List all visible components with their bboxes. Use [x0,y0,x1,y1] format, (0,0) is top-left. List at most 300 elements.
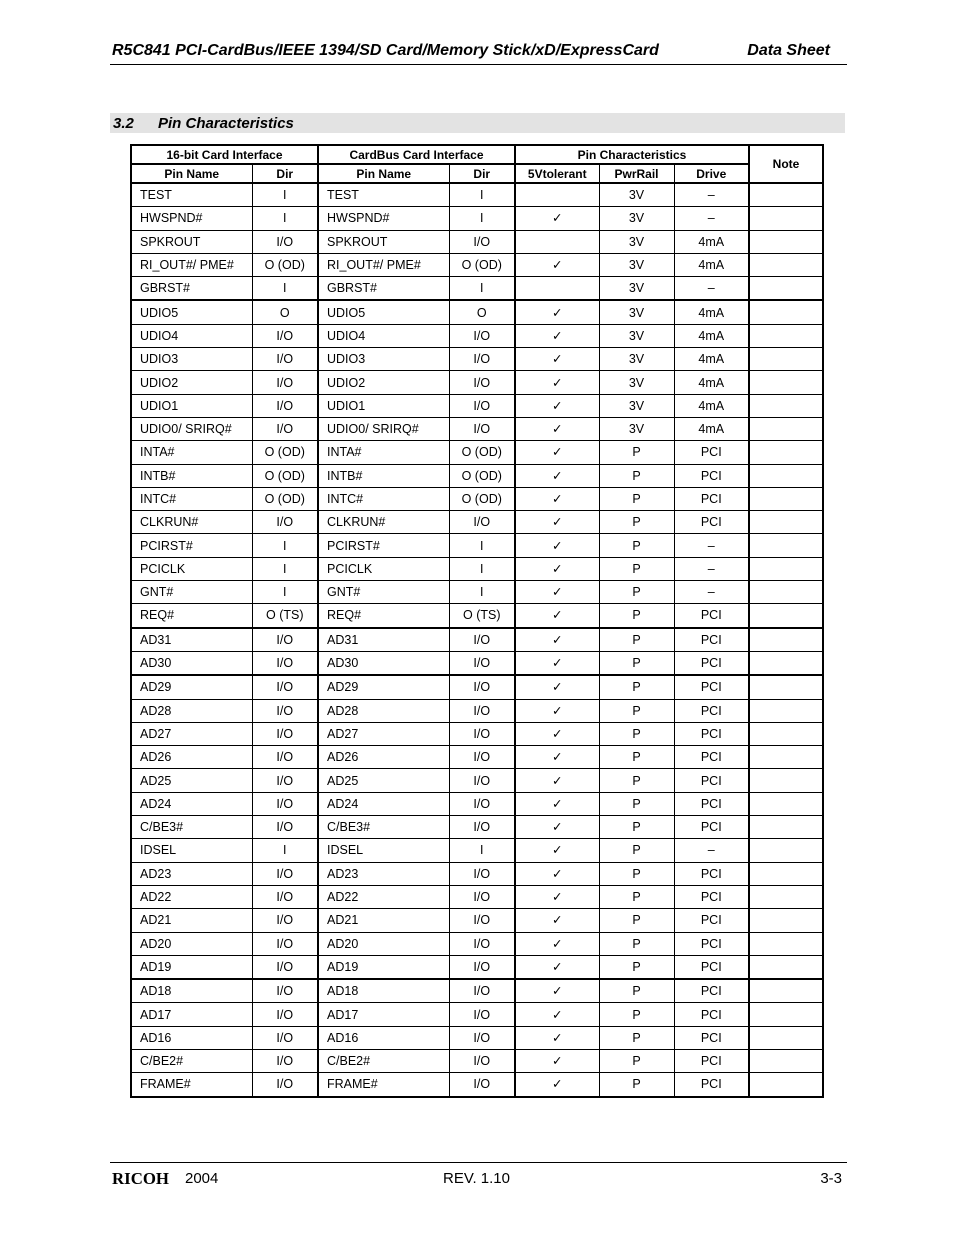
5v-tolerant-cell: ✓ [515,932,599,955]
dir-16bit-cell: I/O [252,862,318,885]
pin-name-cardbus-cell: UDIO2 [318,371,449,394]
pin-name-cardbus-cell: PCICLK [318,557,449,580]
5v-tolerant-cell: ✓ [515,487,599,510]
dir-cardbus-cell: I/O [449,955,515,979]
dir-cardbus-cell: O (OD) [449,464,515,487]
dir-16bit-cell: I/O [252,885,318,908]
footer-rule [110,1162,847,1163]
pwr-rail-cell: 3V [599,371,674,394]
note-cell [749,581,823,604]
pin-name-16bit-cell: IDSEL [131,839,252,862]
5v-tolerant-cell: ✓ [515,348,599,371]
note-cell [749,534,823,557]
dir-16bit-cell: I/O [252,746,318,769]
drive-cell: PCI [674,792,749,815]
note-cell [749,604,823,628]
pin-name-cardbus-cell: INTC# [318,487,449,510]
note-cell [749,839,823,862]
5v-tolerant-cell: ✓ [515,909,599,932]
note-cell [749,277,823,301]
dir-cardbus-cell: I/O [449,932,515,955]
column-header: Dir [449,164,515,183]
dir-cardbus-cell: I/O [449,371,515,394]
pin-name-cardbus-cell: AD25 [318,769,449,792]
note-cell [749,557,823,580]
pwr-rail-cell: 3V [599,277,674,301]
dir-16bit-cell: I [252,183,318,207]
pin-name-cardbus-cell: AD24 [318,792,449,815]
5v-tolerant-cell [515,277,599,301]
dir-cardbus-cell: O (OD) [449,253,515,276]
pin-name-cardbus-cell: AD21 [318,909,449,932]
dir-16bit-cell: I/O [252,932,318,955]
section-title: Pin Characteristics [158,115,294,132]
pwr-rail-cell: 3V [599,230,674,253]
pin-name-16bit-cell: FRAME# [131,1073,252,1097]
5v-tolerant-cell: ✓ [515,253,599,276]
dir-16bit-cell: I [252,581,318,604]
5v-tolerant-cell: ✓ [515,207,599,230]
dir-cardbus-cell: I [449,183,515,207]
drive-cell: PCI [674,862,749,885]
dir-16bit-cell: I/O [252,511,318,534]
dir-16bit-cell: I/O [252,394,318,417]
pin-name-cardbus-cell: AD29 [318,675,449,699]
pin-name-16bit-cell: GNT# [131,581,252,604]
dir-cardbus-cell: I/O [449,769,515,792]
note-cell [749,816,823,839]
dir-16bit-cell: I/O [252,816,318,839]
pin-name-16bit-cell: AD27 [131,722,252,745]
table-row [131,511,823,534]
table-row [131,885,823,908]
note-cell [749,675,823,699]
dir-16bit-cell: I/O [252,955,318,979]
pin-name-cardbus-cell: AD20 [318,932,449,955]
dir-cardbus-cell: I/O [449,230,515,253]
dir-16bit-cell: I/O [252,722,318,745]
pin-name-16bit-cell: PCICLK [131,557,252,580]
note-cell [749,487,823,510]
dir-16bit-cell: I/O [252,324,318,347]
pin-name-cardbus-cell: AD30 [318,651,449,675]
dir-16bit-cell: I [252,839,318,862]
dir-16bit-cell: I/O [252,1073,318,1097]
table-row [131,1049,823,1072]
drive-cell: PCI [674,675,749,699]
dir-16bit-cell: I/O [252,675,318,699]
pin-name-cardbus-cell: GBRST# [318,277,449,301]
drive-cell: PCI [674,651,749,675]
note-cell [749,746,823,769]
drive-cell: 4mA [674,348,749,371]
dir-16bit-cell: O (OD) [252,253,318,276]
drive-cell: PCI [674,909,749,932]
drive-cell: PCI [674,746,749,769]
dir-16bit-cell: I/O [252,230,318,253]
dir-cardbus-cell: I [449,581,515,604]
5v-tolerant-cell: ✓ [515,1073,599,1097]
5v-tolerant-cell: ✓ [515,628,599,652]
pin-name-16bit-cell: PCIRST# [131,534,252,557]
pin-name-cardbus-cell: GNT# [318,581,449,604]
column-header: Drive [674,164,749,183]
dir-cardbus-cell: I/O [449,979,515,1003]
5v-tolerant-cell: ✓ [515,792,599,815]
pin-name-cardbus-cell: INTA# [318,441,449,464]
table-row [131,277,823,301]
pwr-rail-cell: P [599,1026,674,1049]
document-title: R5C841 PCI-CardBus/IEEE 1394/SD Card/Memory Stick/xD/ExpressCard [112,42,659,59]
pwr-rail-cell: P [599,769,674,792]
pin-name-16bit-cell: AD25 [131,769,252,792]
note-cell [749,1026,823,1049]
table-row [131,862,823,885]
5v-tolerant-cell: ✓ [515,1003,599,1026]
dir-cardbus-cell: I/O [449,348,515,371]
table-row [131,839,823,862]
pin-name-16bit-cell: RI_OUT#/ PME# [131,253,252,276]
5v-tolerant-cell: ✓ [515,746,599,769]
table-row [131,371,823,394]
footer-year: 2004 [185,1170,219,1187]
dir-16bit-cell: I [252,557,318,580]
table-row [131,628,823,652]
dir-cardbus-cell: I/O [449,1003,515,1026]
note-cell [749,722,823,745]
table-row [131,230,823,253]
dir-cardbus-cell: I/O [449,417,515,440]
dir-cardbus-cell: I/O [449,699,515,722]
drive-cell: PCI [674,885,749,908]
pwr-rail-cell: P [599,816,674,839]
pwr-rail-cell: P [599,464,674,487]
column-header-note: Note [749,145,823,183]
table-row [131,699,823,722]
note-cell [749,1073,823,1097]
note-cell [749,979,823,1003]
note-cell [749,230,823,253]
pin-name-16bit-cell: AD26 [131,746,252,769]
pwr-rail-cell: 3V [599,207,674,230]
drive-cell: PCI [674,816,749,839]
pin-name-16bit-cell: AD19 [131,955,252,979]
footer-revision: REV. 1.10 [443,1170,510,1187]
dir-cardbus-cell: I [449,534,515,557]
pin-name-cardbus-cell: CLKRUN# [318,511,449,534]
drive-cell: PCI [674,604,749,628]
5v-tolerant-cell: ✓ [515,816,599,839]
dir-cardbus-cell: I/O [449,792,515,815]
pin-name-16bit-cell: AD22 [131,885,252,908]
pin-name-cardbus-cell: AD26 [318,746,449,769]
pwr-rail-cell: P [599,628,674,652]
5v-tolerant-cell: ✓ [515,1049,599,1072]
section-number: 3.2 [113,115,134,132]
dir-16bit-cell: I/O [252,769,318,792]
drive-cell: 4mA [674,230,749,253]
5v-tolerant-cell: ✓ [515,324,599,347]
pin-name-16bit-cell: UDIO3 [131,348,252,371]
column-header: PwrRail [599,164,674,183]
drive-cell: 4mA [674,417,749,440]
pwr-rail-cell: 3V [599,183,674,207]
pin-name-cardbus-cell: IDSEL [318,839,449,862]
pin-name-cardbus-cell: UDIO0/ SRIRQ# [318,417,449,440]
dir-16bit-cell: I/O [252,699,318,722]
dir-16bit-cell: I [252,277,318,301]
5v-tolerant-cell [515,183,599,207]
pwr-rail-cell: P [599,581,674,604]
dir-cardbus-cell: O [449,300,515,324]
column-header: Pin Name [131,164,252,183]
ricoh-logo [112,1169,170,1187]
pwr-rail-cell: 3V [599,253,674,276]
note-cell [749,885,823,908]
pin-name-cardbus-cell: SPKROUT [318,230,449,253]
dir-cardbus-cell: I [449,839,515,862]
note-cell [749,253,823,276]
pin-name-16bit-cell: UDIO2 [131,371,252,394]
dir-16bit-cell: O (OD) [252,441,318,464]
drive-cell: PCI [674,1026,749,1049]
pin-name-16bit-cell: AD23 [131,862,252,885]
5v-tolerant-cell: ✓ [515,511,599,534]
note-cell [749,441,823,464]
pin-name-cardbus-cell: UDIO3 [318,348,449,371]
drive-cell: PCI [674,464,749,487]
note-cell [749,699,823,722]
pin-name-cardbus-cell: AD18 [318,979,449,1003]
dir-16bit-cell: I/O [252,628,318,652]
table-row [131,816,823,839]
pin-name-cardbus-cell: AD28 [318,699,449,722]
pin-name-cardbus-cell: INTB# [318,464,449,487]
note-cell [749,1049,823,1072]
dir-16bit-cell: O (OD) [252,464,318,487]
drive-cell: PCI [674,979,749,1003]
dir-cardbus-cell: I [449,557,515,580]
drive-cell: – [674,183,749,207]
table-row [131,1026,823,1049]
column-header: Pin Name [318,164,449,183]
drive-cell: PCI [674,932,749,955]
pin-name-16bit-cell: AD16 [131,1026,252,1049]
note-cell [749,792,823,815]
drive-cell: 4mA [674,253,749,276]
pwr-rail-cell: 3V [599,300,674,324]
pin-name-cardbus-cell: HWSPND# [318,207,449,230]
dir-cardbus-cell: I [449,277,515,301]
table-row [131,1003,823,1026]
pin-name-16bit-cell: AD30 [131,651,252,675]
5v-tolerant-cell: ✓ [515,651,599,675]
dir-16bit-cell: O (OD) [252,487,318,510]
5v-tolerant-cell: ✓ [515,1026,599,1049]
pwr-rail-cell: P [599,511,674,534]
table-row [131,253,823,276]
pin-name-16bit-cell: AD20 [131,932,252,955]
page-number: 3-3 [820,1170,842,1187]
note-cell [749,651,823,675]
dir-16bit-cell: I/O [252,1049,318,1072]
table-row [131,604,823,628]
drive-cell: – [674,277,749,301]
dir-cardbus-cell: I/O [449,324,515,347]
table-row [131,348,823,371]
table-row [131,300,823,324]
dir-16bit-cell: I/O [252,651,318,675]
pwr-rail-cell: P [599,839,674,862]
drive-cell: – [674,534,749,557]
5v-tolerant-cell: ✓ [515,722,599,745]
drive-cell: – [674,581,749,604]
column-header: Dir [252,164,318,183]
pwr-rail-cell: P [599,699,674,722]
drive-cell: PCI [674,628,749,652]
note-cell [749,394,823,417]
5v-tolerant-cell: ✓ [515,557,599,580]
pin-name-cardbus-cell: UDIO4 [318,324,449,347]
pwr-rail-cell: P [599,534,674,557]
table-row [131,722,823,745]
note-cell [749,932,823,955]
pwr-rail-cell: P [599,1073,674,1097]
pwr-rail-cell: P [599,441,674,464]
table-row [131,581,823,604]
drive-cell: PCI [674,1073,749,1097]
group-header-cardbus: CardBus Card Interface [318,145,515,164]
header-rule [110,64,847,65]
table-row [131,792,823,815]
dir-cardbus-cell: I/O [449,1073,515,1097]
note-cell [749,207,823,230]
pwr-rail-cell: P [599,955,674,979]
pin-name-cardbus-cell: C/BE2# [318,1049,449,1072]
dir-16bit-cell: I/O [252,792,318,815]
dir-16bit-cell: I [252,534,318,557]
pin-name-cardbus-cell: UDIO1 [318,394,449,417]
table-row [131,1073,823,1097]
pin-name-cardbus-cell: PCIRST# [318,534,449,557]
5v-tolerant-cell: ✓ [515,839,599,862]
pin-name-cardbus-cell: AD27 [318,722,449,745]
5v-tolerant-cell: ✓ [515,979,599,1003]
pin-name-16bit-cell: UDIO1 [131,394,252,417]
table-row [131,979,823,1003]
pin-name-cardbus-cell: TEST [318,183,449,207]
drive-cell: PCI [674,441,749,464]
pin-name-16bit-cell: AD17 [131,1003,252,1026]
dir-cardbus-cell: I/O [449,746,515,769]
group-header-16bit: 16-bit Card Interface [131,145,318,164]
drive-cell: 4mA [674,394,749,417]
note-cell [749,511,823,534]
pin-characteristics-table [130,144,824,1098]
pin-name-cardbus-cell: AD31 [318,628,449,652]
note-cell [749,1003,823,1026]
drive-cell: PCI [674,769,749,792]
pin-name-16bit-cell: GBRST# [131,277,252,301]
pin-name-16bit-cell: UDIO0/ SRIRQ# [131,417,252,440]
5v-tolerant-cell: ✓ [515,955,599,979]
pin-name-16bit-cell: UDIO4 [131,324,252,347]
pin-name-cardbus-cell: RI_OUT#/ PME# [318,253,449,276]
drive-cell: PCI [674,1003,749,1026]
drive-cell: PCI [674,1049,749,1072]
column-header: 5Vtolerant [515,164,599,183]
pin-name-16bit-cell: AD29 [131,675,252,699]
note-cell [749,464,823,487]
table-row [131,557,823,580]
table-row [131,746,823,769]
dir-cardbus-cell: O (TS) [449,604,515,628]
note-cell [749,955,823,979]
dir-16bit-cell: I/O [252,979,318,1003]
pin-name-cardbus-cell: AD17 [318,1003,449,1026]
section-heading-bar [110,113,845,133]
dir-cardbus-cell: I [449,207,515,230]
table-body [131,183,823,1097]
pwr-rail-cell: P [599,557,674,580]
5v-tolerant-cell: ✓ [515,581,599,604]
dir-cardbus-cell: I/O [449,628,515,652]
pwr-rail-cell: P [599,651,674,675]
pin-name-cardbus-cell: UDIO5 [318,300,449,324]
note-cell [749,769,823,792]
drive-cell: PCI [674,511,749,534]
table-row [131,932,823,955]
5v-tolerant-cell: ✓ [515,534,599,557]
dir-16bit-cell: I/O [252,417,318,440]
5v-tolerant-cell: ✓ [515,769,599,792]
dir-cardbus-cell: I/O [449,1026,515,1049]
dir-cardbus-cell: I/O [449,511,515,534]
table-row [131,769,823,792]
pwr-rail-cell: P [599,932,674,955]
5v-tolerant-cell: ✓ [515,885,599,908]
dir-cardbus-cell: O (OD) [449,487,515,510]
pin-name-cardbus-cell: FRAME# [318,1073,449,1097]
5v-tolerant-cell [515,230,599,253]
pin-name-16bit-cell: AD24 [131,792,252,815]
pwr-rail-cell: P [599,746,674,769]
dir-cardbus-cell: I/O [449,909,515,932]
pwr-rail-cell: P [599,885,674,908]
pwr-rail-cell: P [599,487,674,510]
svg-text:RICOH: RICOH [112,1169,169,1187]
dir-cardbus-cell: I/O [449,675,515,699]
drive-cell: 4mA [674,300,749,324]
dir-cardbus-cell: I/O [449,722,515,745]
dir-16bit-cell: O (TS) [252,604,318,628]
table-row [131,675,823,699]
drive-cell: 4mA [674,371,749,394]
drive-cell: PCI [674,699,749,722]
table-row [131,324,823,347]
pin-name-16bit-cell: AD18 [131,979,252,1003]
5v-tolerant-cell: ✓ [515,300,599,324]
table-row [131,207,823,230]
pin-name-16bit-cell: INTA# [131,441,252,464]
pwr-rail-cell: P [599,979,674,1003]
drive-cell: 4mA [674,324,749,347]
pin-name-16bit-cell: AD31 [131,628,252,652]
table-row [131,183,823,207]
dir-16bit-cell: I/O [252,909,318,932]
dir-cardbus-cell: I/O [449,862,515,885]
5v-tolerant-cell: ✓ [515,394,599,417]
